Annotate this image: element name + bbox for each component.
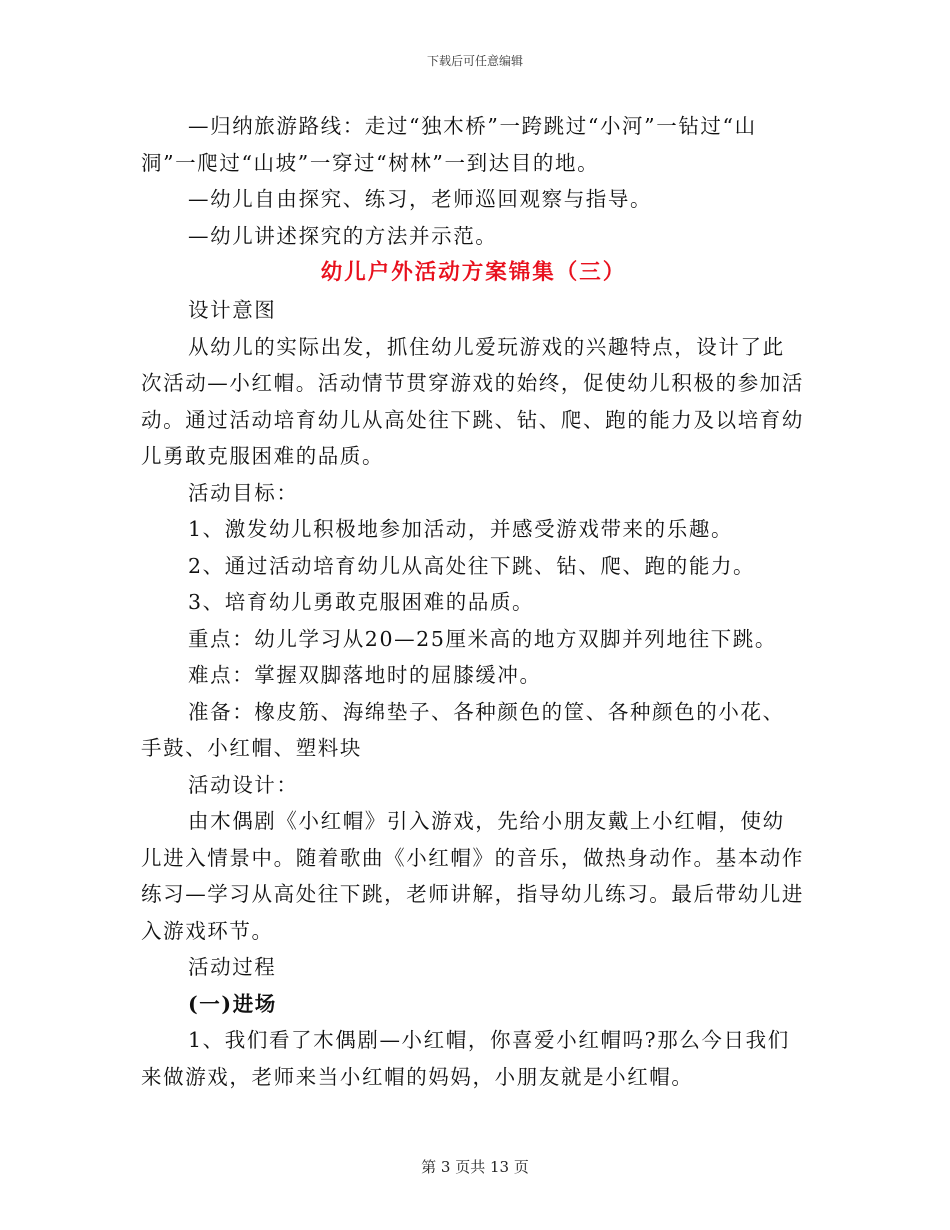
design-intent-text: 从幼儿的实际出发，抓住幼儿爱玩游戏的兴趣特点，设计了此次活动—小红帽。活动情节贯穿游戏的始终，促使幼儿积极的参加活动。通过活动培育幼儿从高处往下跳、钻、爬、跑的能力及以培育幼儿勇敢克服困难的品质。 [141, 334, 804, 468]
goal-item-2: 2、通过活动培育幼儿从高处往下跳、钻、爬、跑的能力。 [188, 553, 756, 578]
paragraph-route-summary: —归纳旅游路线：走过“独木桥”一跨跳过“小河”一钻过“山洞”一爬过“山坡”一穿过“树林”一到达目的地。 [141, 114, 757, 175]
goal-item-1: 1、激发幼儿积极地参加活动，并感受游戏带来的乐趣。 [188, 517, 734, 541]
activity-process-label: 活动过程 [188, 955, 277, 979]
key-point: 重点：幼儿学习从20—25厘米高的地方双脚并列地往下跳。 [188, 626, 777, 651]
page-header: 下载后可任意编辑 [426, 54, 523, 68]
step-heading: (一)进场 [188, 991, 277, 1016]
preparation: 准备：橡皮筋、海绵垫子、各种颜色的筐、各种颜色的小花、手鼓、小红帽、塑料块 [141, 699, 785, 760]
activity-design-label: 活动设计： [188, 772, 299, 797]
goals-label: 活动目标： [188, 480, 299, 505]
page-footer: 第 3 页共 13 页 [421, 1158, 529, 1176]
paragraph-demonstration: —幼儿讲述探究的方法并示范。 [188, 223, 498, 248]
document-body [141, 108, 806, 1095]
paragraph-free-exploration: —幼儿自由探究、练习，老师巡回观察与指导。 [188, 187, 653, 211]
difficulty: 难点：掌握双脚落地时的屈膝缓冲。 [188, 663, 542, 687]
activity-design-text: 由木偶剧《小红帽》引入游戏，先给小朋友戴上小红帽，使幼儿进入情景中。随着歌曲《小红帽》的音乐，做热身动作。基本动作练习—学习从高处往下跳，老师讲解，指导幼儿练习。最后带幼儿进入游戏环节。 [141, 809, 804, 943]
goal-item-3: 3、培育幼儿勇敢克服困难的品质。 [188, 590, 535, 614]
design-intent-label: 设计意图 [188, 298, 277, 322]
step-text: 1、我们看了木偶剧—小红帽，你喜爱小红帽吗?那么今日我们来做游戏，老师来当小红帽的妈妈，小朋友就是小红帽。 [141, 1028, 790, 1089]
section-title: 幼儿户外活动方案锦集（三） [320, 260, 627, 285]
